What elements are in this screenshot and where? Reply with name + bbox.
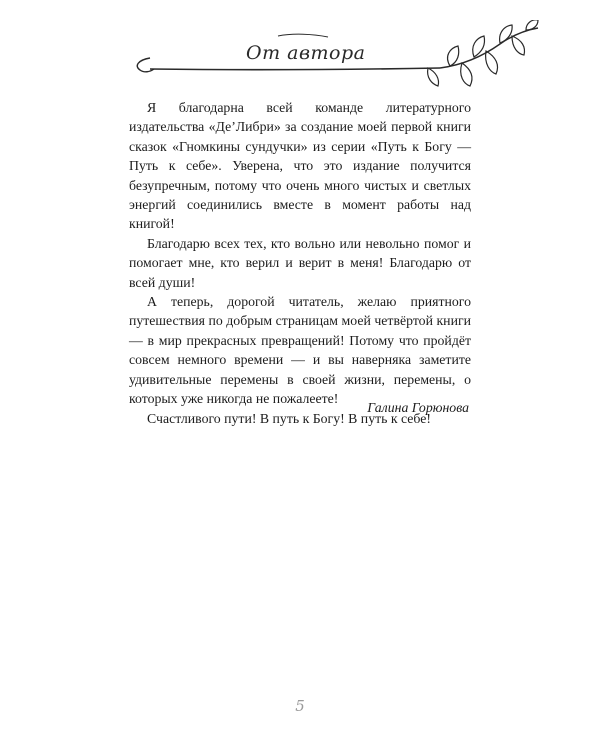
- chapter-header: [128, 20, 548, 100]
- paragraph: Я благодарна всей команде литературного издательства «Де’Либри» за создание моей первой книги сказок «Гномкины сундучки» из серии «Путь к Богу — Путь к себе». Уверена, что это издание получится безупречным, потому что очень много чистых и светлых энергий соединились вместе в момент работы над книгой!: [129, 100, 471, 232]
- paragraph: Благодарю всех тех, кто вольно или невольно помог и помогает мне, кто верил и верит в меня! Благодарю от всей души!: [129, 235, 471, 290]
- page-number: 5: [295, 697, 305, 715]
- author-signature: Галина Горюнова: [367, 400, 469, 415]
- chapter-title: От автора: [246, 42, 366, 64]
- author-foreword-text: [129, 98, 471, 428]
- paragraph: Счастливого пути! В путь к Богу! В путь к себе!: [147, 410, 431, 426]
- paragraph: А теперь, дорогой читатель, желаю приятного путешествия по добрым страницам моей четвёртой книги — в мир прекрасных превращений! Потому что пройдёт совсем немного времени — и вы наверняка заметите удивительные перемены в своей жизни, перемены, о которых уже никогда не пожалеете!: [129, 294, 471, 407]
